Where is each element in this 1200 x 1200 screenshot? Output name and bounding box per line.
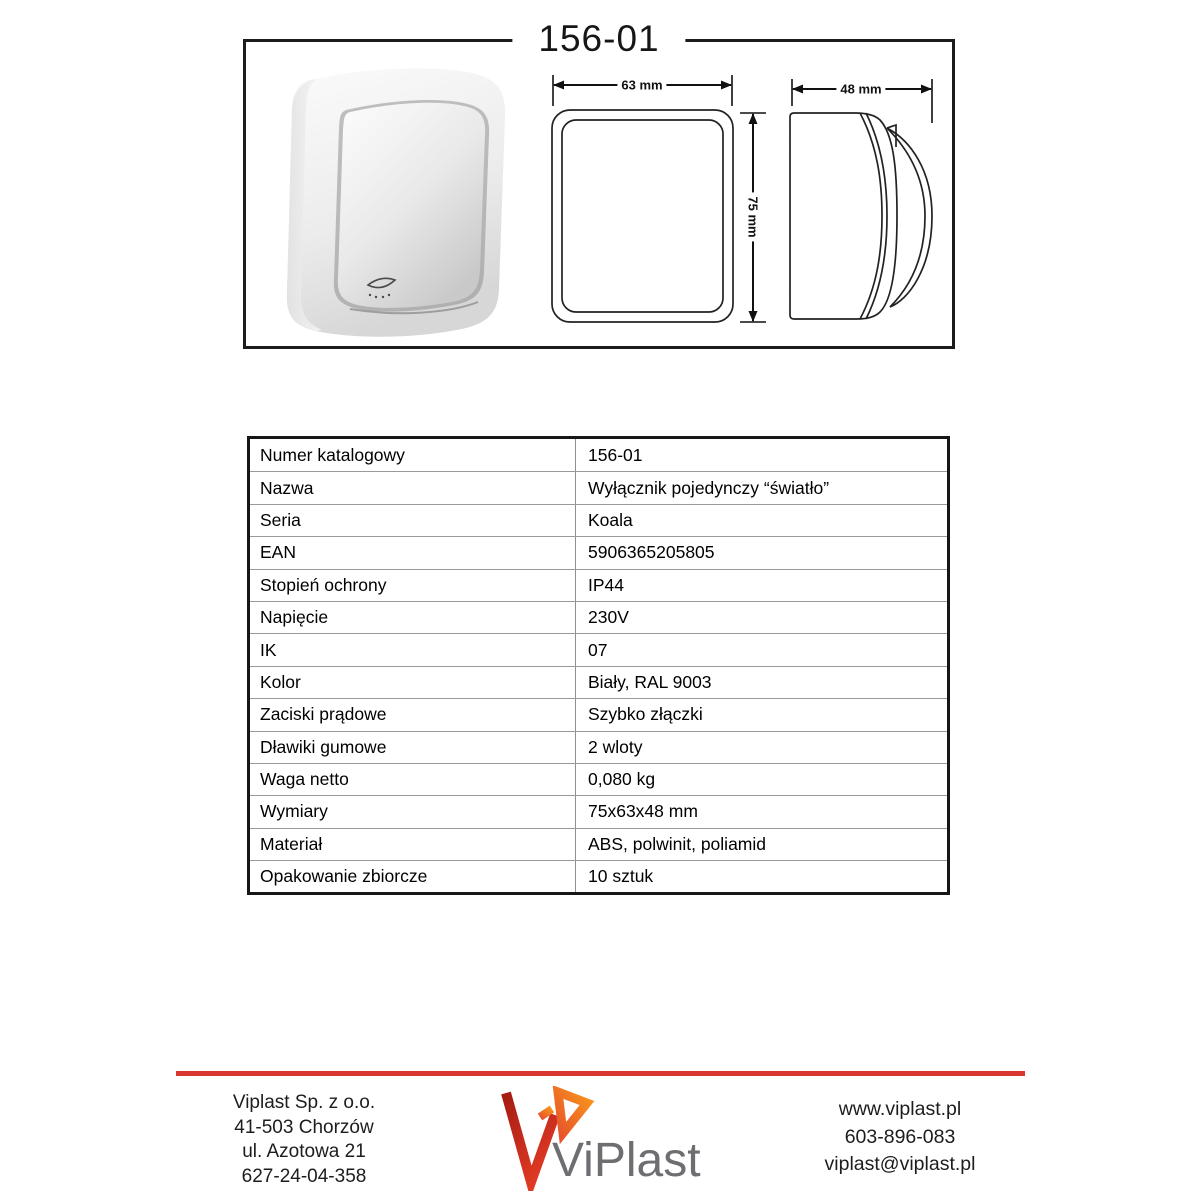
- spec-label: Seria: [250, 505, 576, 536]
- table-row: [250, 795, 947, 827]
- switch-rocker: [338, 103, 485, 308]
- spec-value: IP44: [588, 574, 624, 595]
- side-depth-dimension: 48 mm: [836, 82, 885, 97]
- table-row: [250, 666, 947, 698]
- spec-label: Kolor: [250, 667, 576, 698]
- table-row: [250, 504, 947, 536]
- company-street: ul. Azotowa 21: [242, 1141, 366, 1162]
- viplast-logo-text: ViPlast: [552, 1134, 701, 1187]
- spec-label: Waga netto: [250, 764, 576, 795]
- spec-label: Stopień ochrony: [250, 570, 576, 601]
- table-row: [250, 698, 947, 730]
- spec-label: Napięcie: [250, 602, 576, 633]
- spec-value: 230V: [588, 607, 629, 628]
- spec-label: Numer katalogowy: [250, 439, 576, 471]
- company-phone: 627-24-04-358: [241, 1165, 367, 1187]
- front-height-dimension: 75 mm: [746, 192, 761, 241]
- side-view-drawing: [783, 75, 948, 330]
- table-row: [250, 536, 947, 568]
- spec-value: Wyłącznik pojedynczy “światło”: [588, 477, 830, 498]
- spec-value: Koala: [588, 509, 633, 530]
- spec-label: Materiał: [250, 829, 576, 860]
- spec-value: Szybko złączki: [588, 704, 703, 725]
- viplast-logo: [495, 1086, 745, 1194]
- spec-value: 07: [588, 639, 608, 660]
- spec-label: Zaciski prądowe: [250, 699, 576, 730]
- spec-label: Opakowanie zbiorcze: [250, 861, 576, 892]
- table-row: [250, 633, 947, 665]
- front-width-dimension: 63 mm: [617, 78, 666, 93]
- spec-value: 0,080 kg: [588, 769, 656, 790]
- spec-label: Wymiary: [250, 796, 576, 827]
- spec-label: Nazwa: [250, 472, 576, 503]
- spec-value: 10 sztuk: [588, 866, 654, 887]
- spec-value: 75x63x48 mm: [588, 801, 698, 822]
- product-photo-light-switch: [248, 48, 538, 348]
- spec-value: 156-01: [588, 444, 643, 465]
- spec-value: Biały, RAL 9003: [588, 671, 712, 692]
- table-row: [250, 569, 947, 601]
- footer-accent-rule: [176, 1071, 1025, 1076]
- table-row: [250, 763, 947, 795]
- table-row: [250, 731, 947, 763]
- spec-table: [247, 436, 950, 895]
- company-address-block: [198, 1091, 410, 1189]
- front-view-drawing: [538, 73, 773, 338]
- table-row: [250, 439, 947, 471]
- table-row: [250, 828, 947, 860]
- company-mobile: 603-896-083: [844, 1125, 956, 1148]
- table-row: [250, 860, 947, 892]
- spec-value: 5906365205805: [588, 542, 715, 563]
- company-contact-block: [788, 1096, 1012, 1179]
- table-row: [250, 601, 947, 633]
- spec-value: ABS, polwinit, poliamid: [588, 833, 766, 854]
- spec-label: EAN: [250, 537, 576, 568]
- catalog-number-title: 156-01: [512, 18, 685, 60]
- company-website: www.viplast.pl: [838, 1098, 962, 1120]
- spec-label: Dławiki gumowe: [250, 732, 576, 763]
- company-city: 41-503 Chorzów: [234, 1116, 374, 1138]
- company-name: Viplast Sp. z o.o.: [232, 1092, 376, 1113]
- spec-label: IK: [250, 634, 576, 665]
- table-row: [250, 471, 947, 503]
- company-email: viplast@viplast.pl: [824, 1153, 976, 1175]
- spec-value: 2 wloty: [588, 736, 643, 757]
